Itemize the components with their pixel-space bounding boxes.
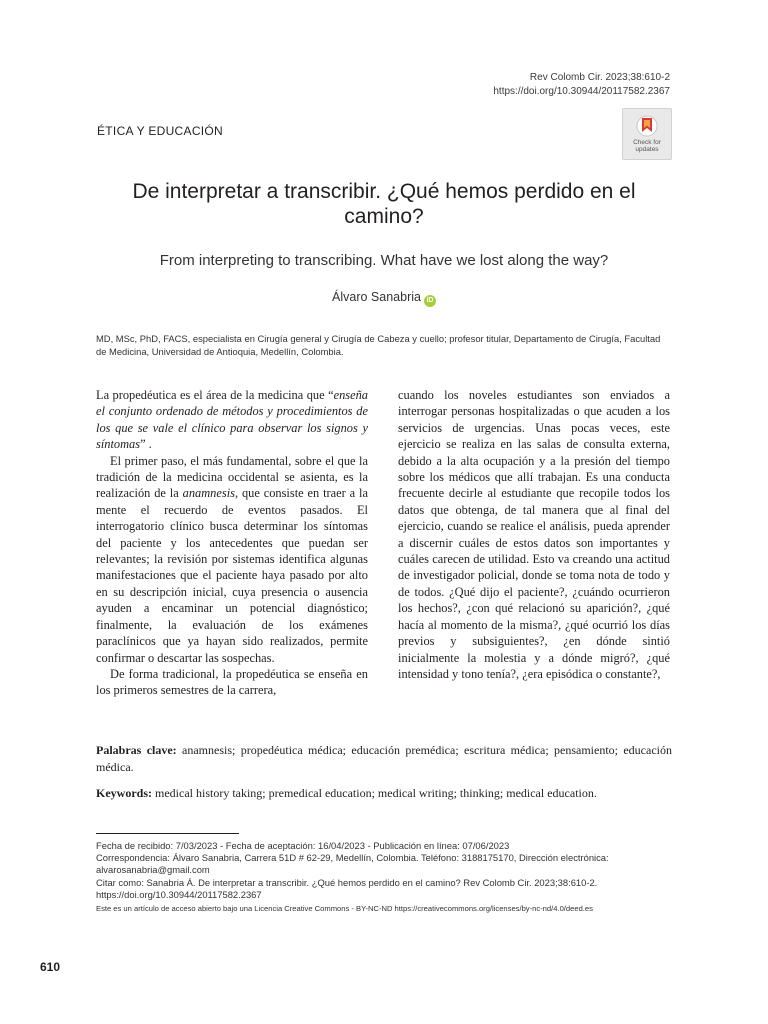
footnote-divider [96, 833, 239, 834]
footnote-cite-doi[interactable]: https://doi.org/10.30944/20117582.2367 [96, 888, 262, 900]
footnote-license: Este es un artículo de acceso abierto bajo una Licencia Creative Commons - BY-NC-ND https://creativecommons.org/licenses/by-nc-nd/4.0/deed.es [96, 904, 593, 914]
article-title: De interpretar a transcribir. ¿Qué hemos perdido en el camino? [132, 180, 636, 228]
author-name[interactable]: Álvaro Sanabria [332, 290, 421, 304]
paragraph-text: La propedéutica es el área de la medicina que “ [96, 388, 334, 402]
body-paragraph: cuando los noveles estudiantes son enviados a interrogar personas hospitalizadas o que acuden a los servicios de urgencias. Unas pocas veces, este ejercicio se realiza en las salas de consulta externa, debido a la alta ocupación y a la presión del tiempo sobre los médicos que allí trabajan. Es una conducta frecuente decirle al estudiante que recopile todos los datos que obtenga, de tal manera que al final del ejercicio, cuando se realice el análisis, pueda aprender a discernir cuáles de estos datos son importantes y cuáles carecen de utilidad. Esto va creando una actitud de investigador policial, donde se toma nota de todo y de todos. ¿Qué dijo el paciente?, ¿cuándo ocurrieron los hechos?, ¿con qué relacionó su aparición?, ¿qué hacía al momento de la misma?, ¿qué ocurrió los días previos y subsiguientes?, ¿en dónde sintió inicialmente la molestia y a dónde migró?, ¿qué intensidad y tono tenía?, ¿era episódica o constante?, [398, 388, 670, 681]
footnote-correspondence: Correspondencia: Álvaro Sanabria, Carrera 51D # 62-29, Medellín, Colombia. Teléfono: 3188175170, Dirección electrónica: alvarosanabria@gmail.com [96, 852, 609, 876]
paragraph-text: ” . [140, 437, 152, 452]
footnote-dates: Fecha de recibido: 7/03/2023 - Fecha de aceptación: 16/04/2023 - Publicación en línea: 07/06/2023 [96, 840, 510, 851]
body-paragraph: De forma tradicional, la propedéutica se enseña en los primeros semestres de la carrera, [96, 666, 368, 698]
keywords-en-label: Keywords: [96, 786, 152, 800]
orcid-icon[interactable]: iD [424, 295, 436, 307]
footnotes [96, 840, 672, 915]
author-line [96, 289, 672, 307]
keywords-block [96, 742, 672, 812]
keywords-en-text: medical history taking; premedical education; medical writing; thinking; medical education. [155, 786, 597, 800]
keywords-es-text: anamnesis; propedéutica médica; educación premédica; escritura médica; pensamiento; educación médica. [96, 743, 672, 774]
body-column-left [96, 387, 368, 699]
quoted-definition: enseña el conjunto ordenado de métodos y procedimientos de los que se vale el clínico para observar los signos y síntomas [96, 388, 368, 452]
page-number: 610 [40, 960, 61, 974]
check-for-updates-icon [636, 114, 658, 138]
body-paragraph [96, 453, 368, 666]
check-for-updates-badge[interactable] [622, 108, 672, 160]
check-for-updates-label: Check for updates [633, 139, 661, 153]
body-paragraph [96, 387, 368, 453]
footnote-cite-as: Citar como: Sanabria Á. De interpretar a transcribir. ¿Qué hemos perdido en el camino? Rev Colomb Cir. 2023;38:610-2. [96, 876, 598, 888]
author-affiliation: MD, MSc, PhD, FACS, especialista en Cirugía general y Cirugía de Cabeza y cuello; profesor titular, Departamento de Cirugía, Facultad de Medicina, Universidad de Antioquia, Medellín, Colombia. [96, 333, 661, 357]
paragraph-text: El primer paso, el más fundamental, sobre el que la tradición de la medicina occidental se asienta, es la realización de la [96, 453, 368, 501]
emphasized-term: anamnesis [182, 486, 235, 501]
journal-citation-block [493, 71, 670, 99]
body-column-right [398, 387, 670, 682]
paragraph-text: , que consiste en traer a la mente el recuerdo de eventos pasados. El interrogatorio clínico busca determinar los síntomas del paciente y los antecedentes que puedan ser relevantes; la revisión por sistemas identifica algunas manifestaciones que el paciente haya pasado por alto en su descripción inicial, cuya presencia o ausencia ayuden a encaminar un potencial diagnóstico; finalmente, la evaluación de los exámenes paraclínicos que ya hayan sido realizados, permite confirmar o descartar las sospechas. [96, 486, 369, 665]
keywords-en [96, 785, 672, 802]
keywords-es [96, 742, 672, 775]
journal-citation: Rev Colomb Cir. 2023;38:610-2 [529, 72, 670, 83]
article-subtitle: From interpreting to transcribing. What have we lost along the way? [159, 252, 609, 269]
keywords-es-label: Palabras clave: [96, 743, 177, 757]
doi-link[interactable]: https://doi.org/10.30944/20117582.2367 [493, 86, 670, 97]
section-label: ÉTICA Y EDUCACIÓN [97, 124, 224, 138]
